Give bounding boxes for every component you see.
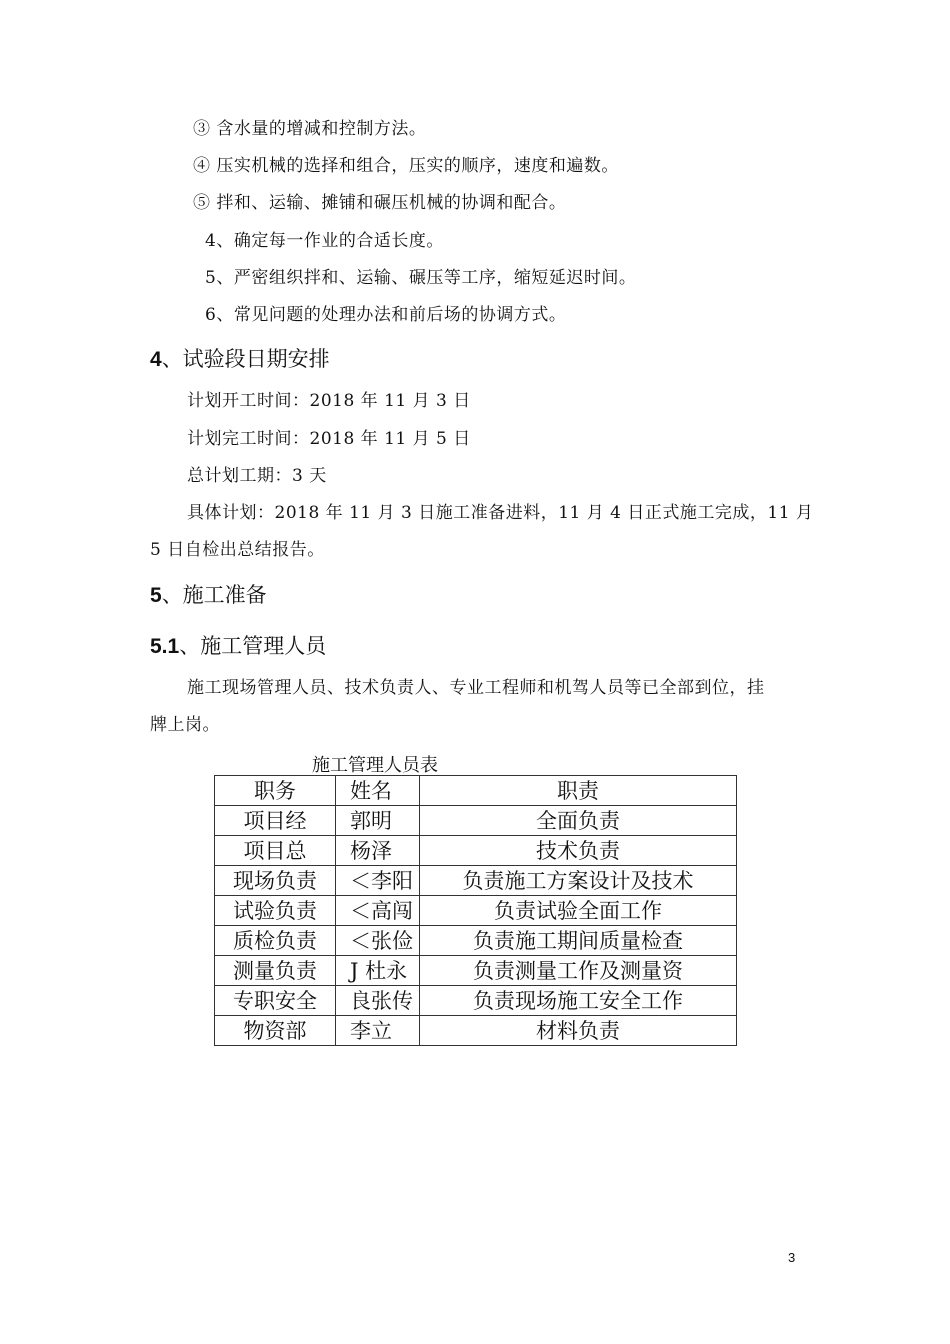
cell-position: 物资部 [215,1016,336,1046]
cell-duty: 材料负责 [420,1016,737,1046]
cell-name: 良张传 [336,986,420,1016]
header-position: 职务 [215,776,336,806]
cell-position: 试验负责 [215,896,336,926]
list-item-6: 6、常见问题的处理办法和前后场的协调方式。 [205,305,567,325]
table-row [215,956,737,986]
list-item-4: 4、确定每一作业的合适长度。 [205,231,444,251]
cell-duty: 负责现场施工安全工作 [420,986,737,1016]
staff-table [214,775,737,1046]
cell-position: 现场负责 [215,866,336,896]
header-duty: 职责 [420,776,737,806]
cell-position: 项目总 [215,836,336,866]
plan-duration-line: 总计划工期：3 天 [187,466,327,486]
cell-position: 专职安全 [215,986,336,1016]
cell-duty: 负责施工期间质量检查 [420,926,737,956]
table-header-row [215,776,737,806]
table-caption: 施工管理人员表 [312,755,438,776]
cell-position: 项目经 [215,806,336,836]
table-row [215,1016,737,1046]
plan-end-line: 计划完工时间：2018 年 11 月 5 日 [187,429,471,449]
section-5-1-number: 5.1 [150,635,180,658]
cell-duty: 负责试验全面工作 [420,896,737,926]
table-row [215,836,737,866]
list-item-4-circled: ④ 压实机械的选择和组合，压实的顺序，速度和遍数。 [193,156,619,176]
list-item-5: 5、严密组织拌和、运输、碾压等工序，缩短延迟时间。 [205,268,637,288]
table-row [215,866,737,896]
staff-paragraph-line-2: 牌上岗。 [150,715,220,735]
cell-name: ＜高闯 [336,896,420,926]
table-row [215,986,737,1016]
cell-name: ＜李阳 [336,866,420,896]
staff-paragraph-line-1: 施工现场管理人员、技术负责人、专业工程师和机驾人员等已全部到位，挂 [187,678,765,698]
cell-position: 质检负责 [215,926,336,956]
list-item-3-circled: ③ 含水量的增减和控制方法。 [193,119,427,139]
cell-name: ＜张俭 [336,926,420,956]
cell-name: 郭明 [336,806,420,836]
plan-detail-line-2: 5 日自检出总结报告。 [150,540,325,560]
plan-start-line: 计划开工时间：2018 年 11 月 3 日 [187,391,471,411]
section-5-heading [150,581,267,610]
cell-position: 测量负责 [215,956,336,986]
table-row [215,806,737,836]
page-number: 3 [788,1250,796,1265]
cell-duty: 负责测量工作及测量资 [420,956,737,986]
cell-duty: 技术负责 [420,836,737,866]
section-5-1-heading [150,632,326,661]
table-row [215,896,737,926]
cell-name: 李立 [336,1016,420,1046]
list-item-5-circled: ⑤ 拌和、运输、摊铺和碾压机械的协调和配合。 [193,193,567,213]
cell-name: 杨泽 [336,836,420,866]
section-5-number: 5 [150,584,162,607]
table-row [215,926,737,956]
cell-duty: 负责施工方案设计及技术 [420,866,737,896]
section-4-title: 、试验段日期安排 [161,347,330,371]
cell-name: J 杜永 [336,956,420,986]
plan-detail-line-1: 具体计划：2018 年 11 月 3 日施工准备进料，11 月 4 日正式施工完成，11 月 [187,503,814,523]
section-4-number: 4 [150,348,162,371]
section-5-title: 、施工准备 [161,583,267,607]
header-name: 姓名 [336,776,420,806]
section-4-heading [150,345,330,374]
cell-duty: 全面负责 [420,806,737,836]
section-5-1-title: 、施工管理人员 [179,634,327,658]
